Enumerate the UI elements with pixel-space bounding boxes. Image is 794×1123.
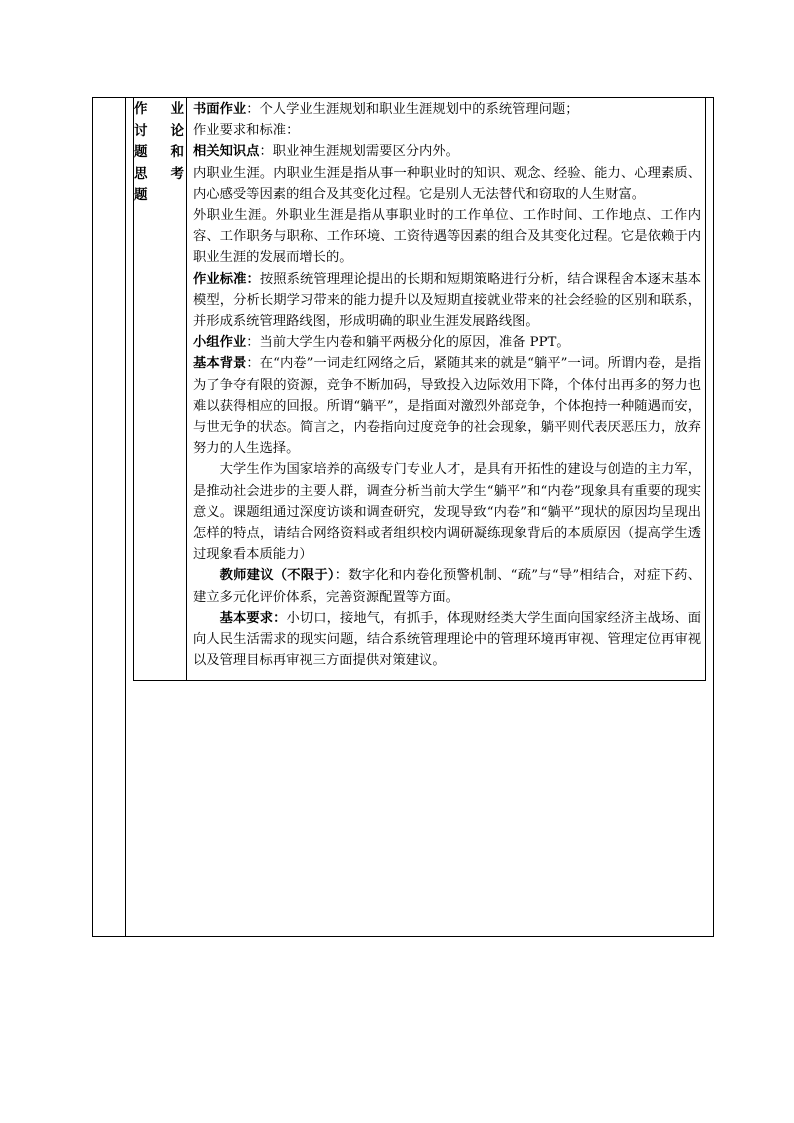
group-assignment-label: 小组作业 — [193, 335, 247, 351]
label-line-4: 思 考 — [134, 165, 184, 182]
basic-background: 基本背景：在“内卷”一词走红网络之后，紧随其来的就是“躺平”一词。所谓内卷，是指为了争夺有限的资源，竞争不断加码，导致投入边际效用下降，个体付出再多的努力也难以获得相应的回报。所谓“躺平”，是指面对激烈外部竞争，个体抱持一种随遇而安，与世无争的状态。简言之，内卷指向过度竞争的社会现象，躺平则代表厌恶压力，放弃努力的人生选择。 — [193, 356, 701, 457]
knowledge-points-label: 相关知识点 — [193, 144, 260, 160]
inner-cell-bottom-border — [133, 680, 706, 681]
teacher-suggestions: 教师建议（不限于）：数字化和内卷化预警机制、“疏”与“导”相结合，对症下药、建立多元化评价体系，完善资源配置等方面。 — [193, 568, 701, 605]
basic-background-label: 基本背景 — [193, 356, 247, 372]
table-bottom-border — [92, 936, 714, 937]
internal-career-paragraph: 内职业生涯。内职业生涯是指从事一种职业时的知识、观念、经验、能力、心理素质、内心感受等因素的组合及其变化过程。它是别人无法替代和窃取的人生财富。 — [193, 165, 701, 202]
inner-left-border — [125, 97, 126, 937]
teacher-suggestions-label: 教师建议（不限于） — [219, 568, 335, 584]
row-label — [134, 99, 184, 207]
group-assignment: 小组作业：当前大学生内卷和躺平两极分化的原因，准备 PPT。 — [193, 335, 570, 351]
label-line-2: 讨 论 — [134, 122, 184, 139]
table-left-border — [92, 97, 93, 937]
written-assignment: 书面作业：个人学业生涯规划和职业生涯规划中的系统管理问题； — [193, 102, 579, 117]
label-line-5: 题 — [134, 187, 148, 203]
table-right-border — [713, 97, 714, 937]
basic-requirements-label: 基本要求： — [219, 610, 287, 626]
student-research-paragraph: 大学生作为国家培养的高级专门专业人才，是具有开拓性的建设与创造的主力军，是推动社会进步的主要人群，调查分析当前大学生“躺平”和“内卷”现象具有重要的现实意义。课题组通过深度访谈和调查研究，发现导致“内卷”和“躺平”现状的原因均呈现出怎样的特点，请结合网络资料或者组织校内调研凝练现象背后的本质原因（提高学生透过现象看本质能力） — [193, 462, 701, 563]
label-divider — [186, 97, 187, 681]
written-assignment-label: 书面作业 — [193, 102, 247, 117]
basic-requirements: 基本要求：小切口，接地气，有抓手，体现财经类大学生面向国家经济主战场、面向人民生活需求的现实问题，结合系统管理理论中的管理环境再审视、管理定位再审视以及管理目标再审视三方面提供对策建议。 — [193, 610, 702, 669]
knowledge-points: 相关知识点：职业神生涯规划需要区分内外。 — [193, 144, 459, 160]
label-line-3: 题 和 — [134, 144, 184, 160]
label-line-1: 作 业 — [134, 101, 184, 117]
assignment-content — [193, 99, 701, 671]
assignment-standard-label: 作业标准： — [193, 271, 260, 287]
requirements-heading: 作业要求和标准： — [193, 123, 300, 139]
external-career-paragraph: 外职业生涯。外职业生涯是指从事职业时的工作单位、工作时间、工作地点、工作内容、工作职务与职称、工作环境、工资待遇等因素的组合及其变化过程。它是依赖于内职业生涯的发展而增长的。 — [193, 208, 701, 266]
assignment-standard: 作业标准：按照系统管理理论提出的长期和短期策略进行分析，结合课程舍本逐末基本模型，分析长期学习带来的能力提升以及短期直接就业带来的社会经验的区别和联系，并形成系统管理路线图，形成明确的职业生涯发展路线图。 — [193, 271, 702, 330]
inner-cell-right-border — [705, 97, 706, 681]
